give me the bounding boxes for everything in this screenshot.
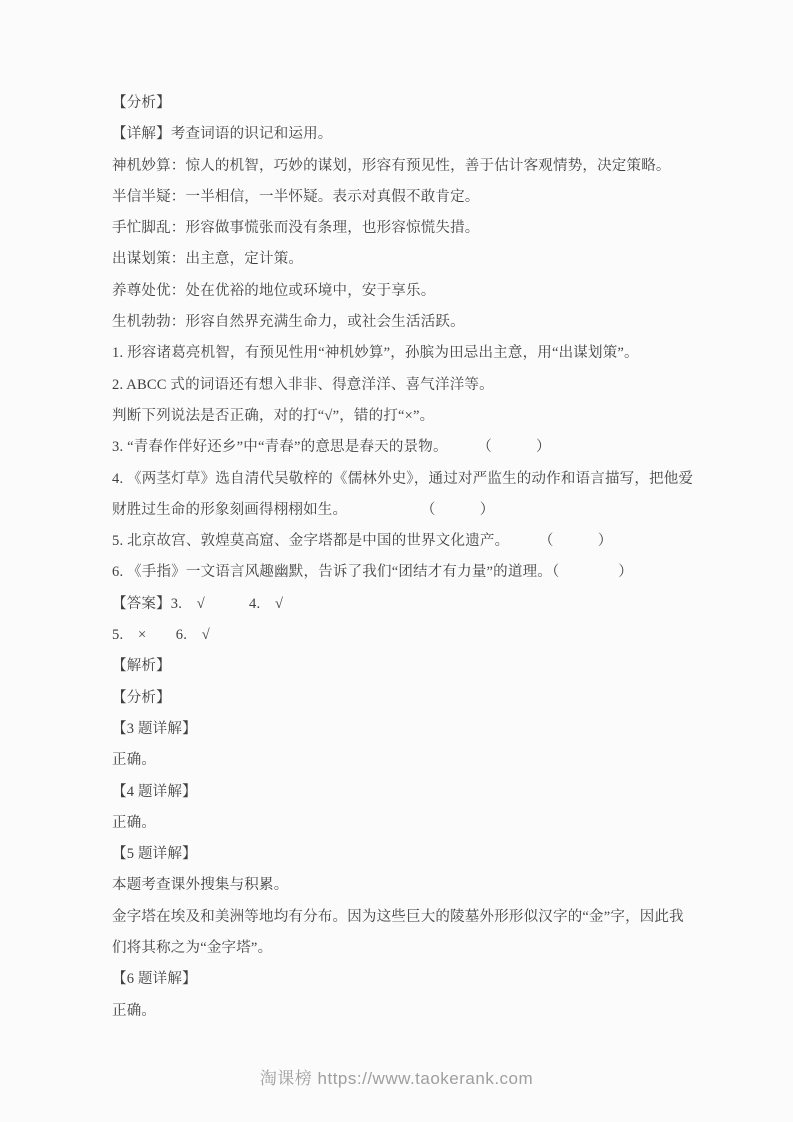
paragraph-line: 正确。 — [112, 1002, 157, 1019]
paragraph-line: 本题考查课外搜集与积累。 — [112, 877, 289, 894]
paragraph-line: 正确。 — [112, 814, 157, 831]
paragraph-line: 5. 北京故宫、敦煌莫高窟、金字塔都是中国的世界文化遗产。 （ ） — [112, 533, 613, 550]
paragraph-line: 财胜过生命的形象刻画得栩栩如生。 （ ） — [112, 501, 495, 518]
paragraph-line: 【6 题详解】 — [112, 971, 197, 988]
paragraph-line: 【5 题详解】 — [112, 846, 197, 863]
document-body — [112, 88, 694, 1027]
paragraph-line: 【答案】3. √ 4. √ — [112, 595, 284, 612]
paragraph-line: 们将其称之为“金字塔”。 — [112, 940, 273, 957]
paragraph-line: 半信半疑：一半相信，一半怀疑。表示对真假不敢肯定。 — [112, 188, 480, 205]
paragraph-line: 金字塔在埃及和美洲等地均有分布。因为这些巨大的陵墓外形形似汉字的“金”字，因此我 — [112, 908, 684, 925]
paragraph-line: 【解析】 — [112, 658, 171, 675]
paragraph-line: 生机勃勃：形容自然界充满生命力，或社会生活活跃。 — [112, 314, 465, 331]
paragraph-line: 6. 《手指》一文语言风趣幽默，告诉了我们“团结才有力量”的道理。（ ） — [112, 564, 633, 581]
watermark-text: 淘课榜 https://www.taokerank.com — [259, 1069, 534, 1088]
paragraph-line: 出谋划策：出主意，定计策。 — [112, 251, 304, 268]
paragraph-line: 【3 题详解】 — [112, 720, 197, 737]
paragraph-line: 神机妙算：惊人的机智，巧妙的谋划，形容有预见性，善于估计客观情势，决定策略。 — [112, 157, 671, 174]
paragraph-line: 养尊处优：处在优裕的地位或环境中，安于享乐。 — [112, 282, 436, 299]
paragraph-line: 1. 形容诸葛亮机智，有预见性用“神机妙算”，孙膑为田忌出主意，用“出谋划策”。 — [112, 345, 639, 362]
paragraph-line: 【分析】 — [112, 689, 171, 706]
watermark-footer — [0, 1064, 793, 1089]
paragraph-line: 5. × 6. √ — [112, 627, 210, 644]
paragraph-line: 3. “青春作伴好还乡”中“青春”的意思是春天的景物。 （ ） — [112, 439, 551, 456]
paragraph-line: 正确。 — [112, 752, 157, 769]
paragraph-line: 2. ABCC 式的词语还有想入非非、得意洋洋、喜气洋洋等。 — [112, 376, 494, 393]
paragraph-line: 手忙脚乱：形容做事慌张而没有条理，也形容惊慌失措。 — [112, 220, 480, 237]
paragraph-line: 4. 《两茎灯草》选自清代吴敬梓的《儒林外史》，通过对严监生的动作和语言描写，把他爱 — [112, 470, 694, 487]
paragraph-line: 【详解】考查词语的识记和运用。 — [112, 126, 333, 143]
paragraph-line: 判断下列说法是否正确，对的打“√”，错的打“×”。 — [112, 407, 435, 424]
paragraph-line: 【4 题详解】 — [112, 783, 197, 800]
paragraph-line: 【分析】 — [112, 95, 171, 111]
